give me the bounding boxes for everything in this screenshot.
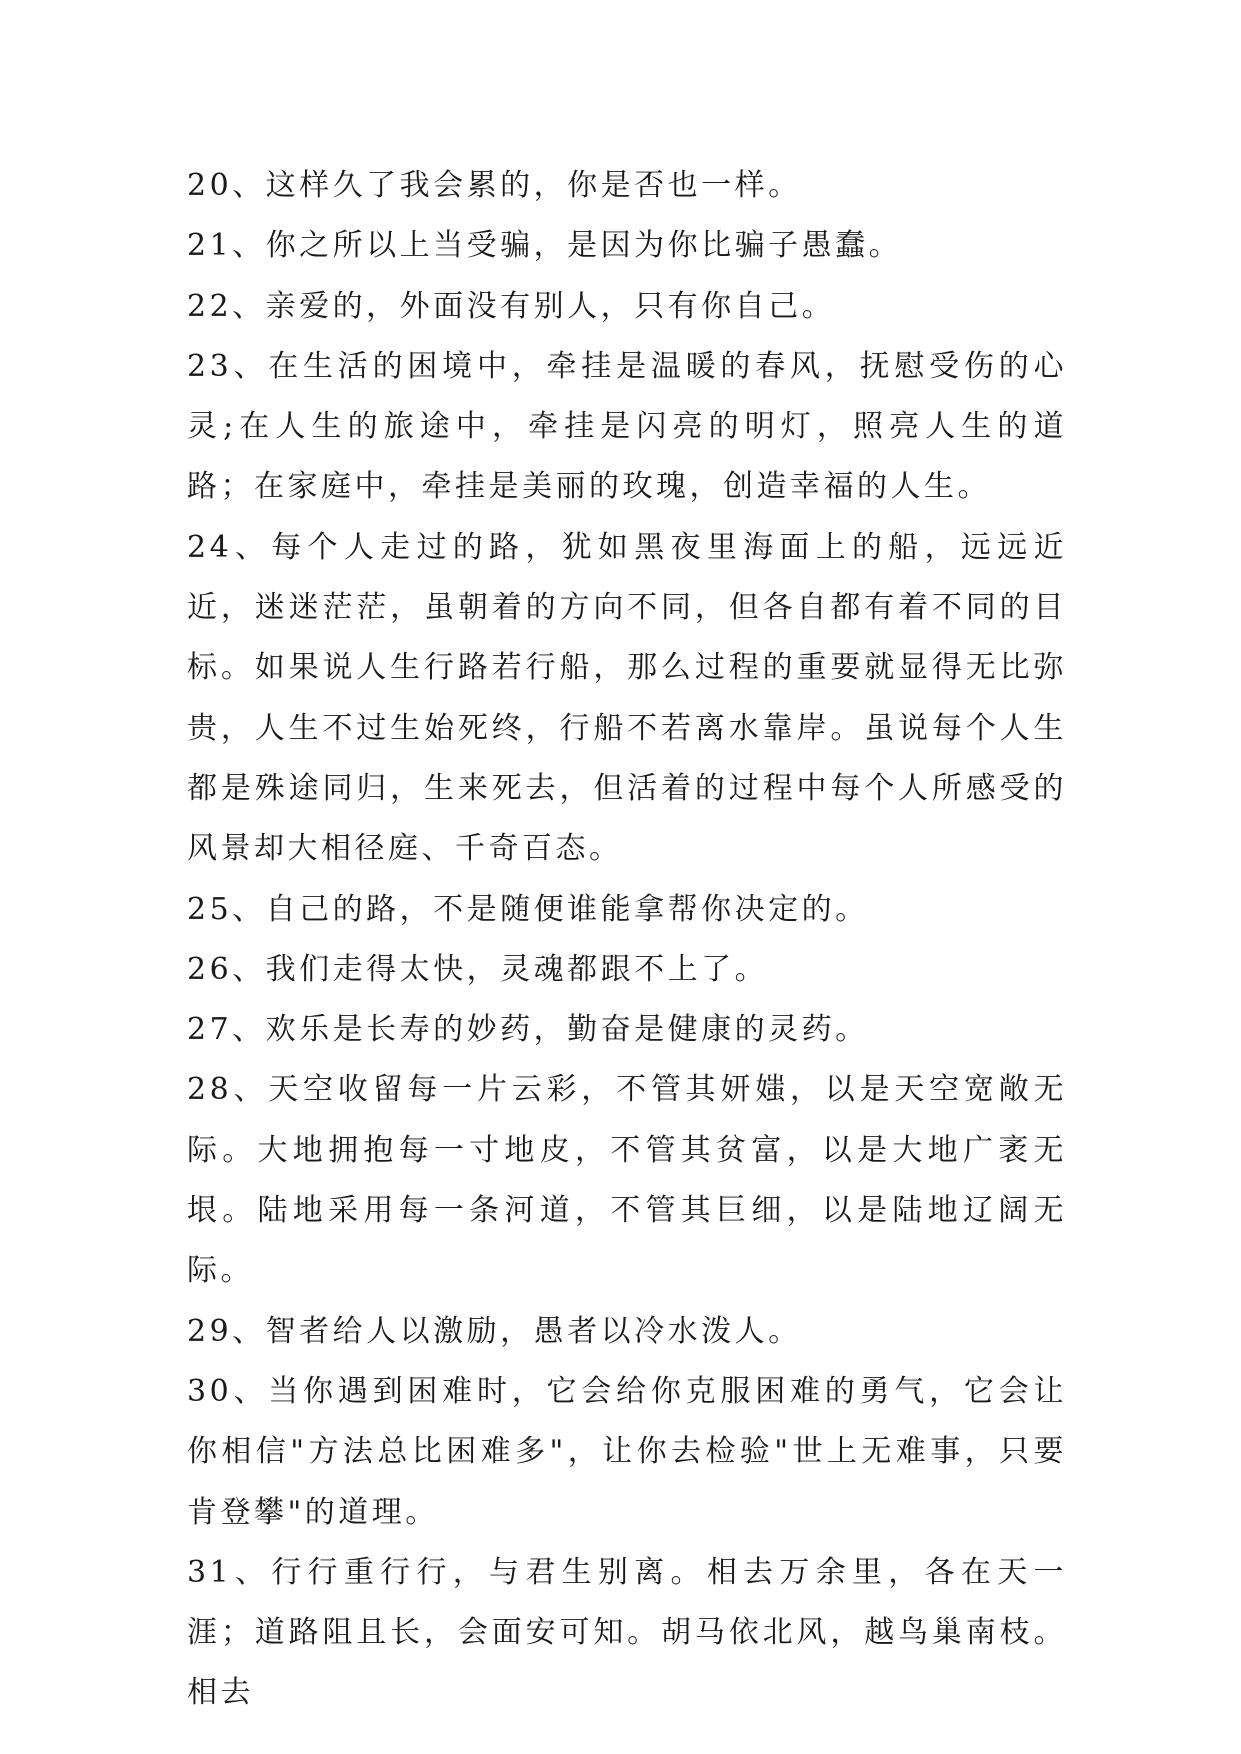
paragraph-22: 22、亲爱的，外面没有别人，只有你自己。 bbox=[187, 288, 836, 324]
paragraph-26: 26、我们走得太快，灵魂都跟不上了。 bbox=[187, 951, 769, 987]
paragraph-23: 23、在生活的困境中，牵挂是温暖的春风，抚慰受伤的心灵;在人生的旅途中，牵挂是闪亮的明灯，照亮人生的道路；在家庭中，牵挂是美丽的玫瑰，创造幸福的人生。 bbox=[187, 348, 1067, 505]
paragraph-29: 29、智者给人以激励，愚者以冷水泼人。 bbox=[187, 1313, 802, 1349]
paragraph-30: 30、当你遇到困难时，它会给你克服困难的勇气，它会让你相信"方法总比困难多"，让你去检验"世上无难事，只要肯登攀"的道理。 bbox=[187, 1373, 1067, 1530]
paragraph-28: 28、天空收留每一片云彩，不管其妍媸，以是天空宽敞无际。大地拥抱每一寸地皮，不管其贫富，以是大地广袤无垠。陆地采用每一条河道，不管其巨细，以是陆地辽阔无际。 bbox=[187, 1072, 1067, 1289]
paragraph-20: 20、这样久了我会累的，你是否也一样。 bbox=[187, 168, 802, 203]
document-body bbox=[187, 156, 1067, 1724]
paragraph-24: 24、每个人走过的路，犹如黑夜里海面上的船，远远近近，迷迷茫茫，虽朝着的方向不同，但各自都有着不同的目标。如果说人生行路若行船，那么过程的重要就显得无比弥贵，人生不过生始死终，行船不若离水靠岸。虽说每个人生都是殊途同归，生来死去，但活着的过程中每个人所感受的风景却大相径庭、千奇百态。 bbox=[187, 529, 1067, 867]
paragraph-27: 27、欢乐是长寿的妙药，勤奋是健康的灵药。 bbox=[187, 1012, 869, 1048]
paragraph-25: 25、自己的路，不是随便谁能拿帮你决定的。 bbox=[187, 891, 869, 927]
paragraph-21: 21、你之所以上当受骗，是因为你比骗子愚蠢。 bbox=[187, 228, 903, 264]
paragraph-31: 31、行行重行行，与君生别离。相去万余里，各在天一涯；道路阻且长，会面安可知。胡马依北风，越鸟巢南枝。相去 bbox=[187, 1554, 1067, 1711]
